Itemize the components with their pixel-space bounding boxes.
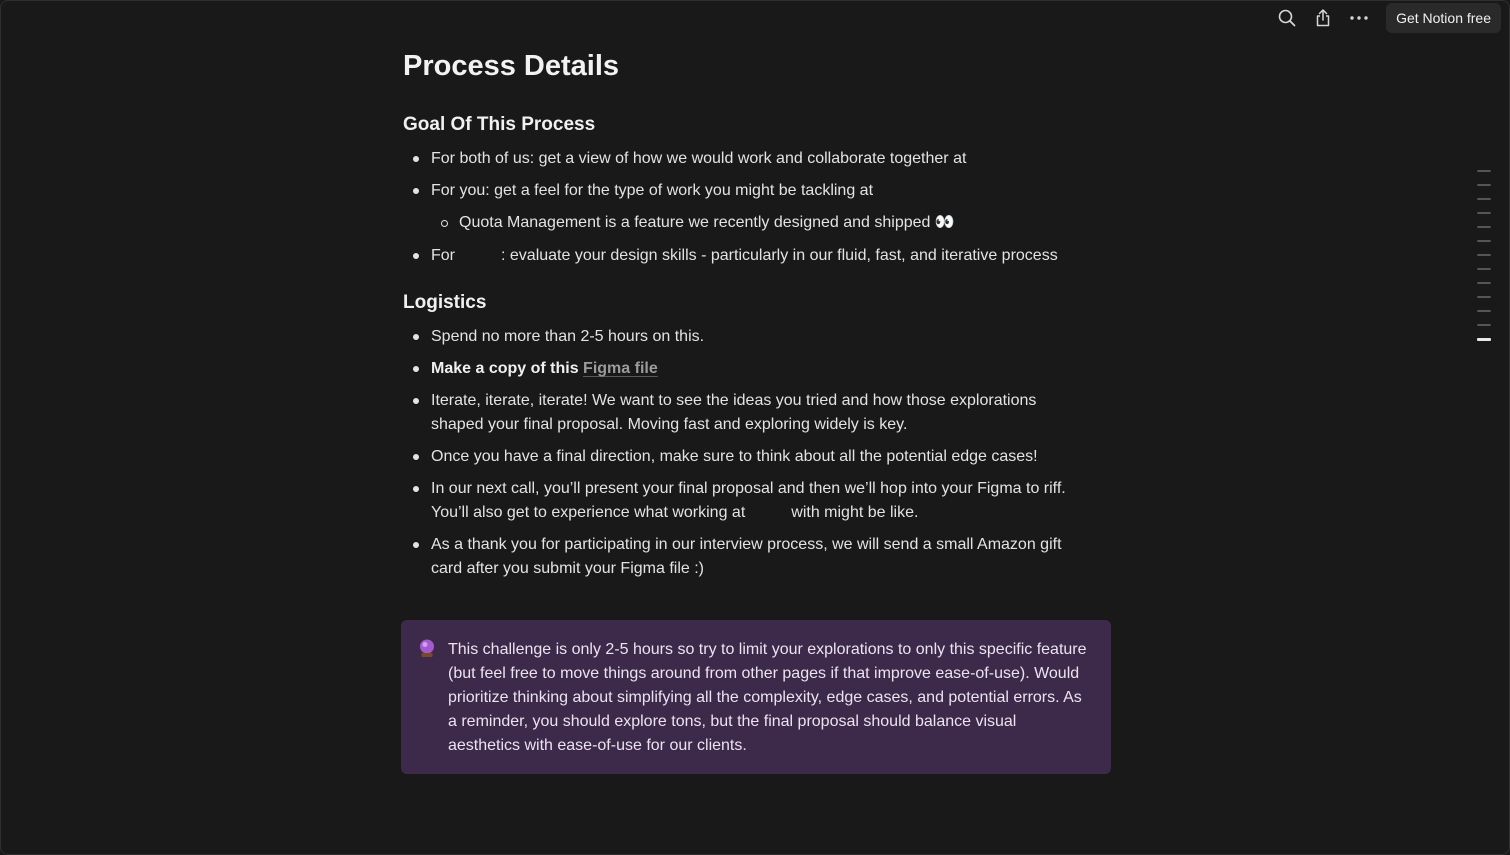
- logistics-heading: Logistics: [403, 292, 487, 313]
- goal-bullet-2: For you: get a feel for the type of work you might be tackling at: [431, 179, 1111, 203]
- goal-bullet-1: For both of us: get a view of how we would work and collaborate together at: [431, 147, 1111, 171]
- outline-tick[interactable]: [1477, 170, 1491, 172]
- callout-block: [401, 620, 1111, 774]
- logistics-bullet-2-text: Make a copy of this: [431, 360, 584, 377]
- goal-bullet-3-suffix: : evaluate your design skills - particularly in our fluid, fast, and iterative process: [501, 247, 1058, 264]
- outline-tick[interactable]: [1477, 268, 1491, 270]
- outline-tick[interactable]: [1477, 296, 1491, 298]
- table-of-contents-outline[interactable]: [1477, 170, 1491, 353]
- share-icon[interactable]: [1308, 3, 1338, 33]
- get-notion-free-button[interactable]: Get Notion free: [1386, 3, 1501, 33]
- search-icon[interactable]: [1272, 3, 1302, 33]
- logistics-bullet-5: [431, 477, 1091, 525]
- page-title: Process Details: [403, 50, 620, 82]
- outline-tick[interactable]: [1477, 254, 1491, 256]
- figma-file-link[interactable]: Figma file: [583, 360, 658, 377]
- goal-bullet-3-prefix: For: [431, 247, 455, 264]
- outline-tick[interactable]: [1477, 324, 1491, 326]
- logistics-bullet-4: Once you have a final direction, make sure to think about all the potential edge cases!: [431, 445, 1111, 469]
- top-toolbar: [1272, 1, 1509, 35]
- goal-sub-bullet: Quota Management is a feature we recently designed and shipped 👀: [459, 211, 1139, 235]
- crystal-ball-icon: [417, 638, 437, 658]
- logistics-bullet-6: As a thank you for participating in our interview process, we will send a small Amazon gift card after you submit your Figma file :): [431, 533, 1091, 581]
- logistics-bullet-5-prefix: In our next call, you’ll present your final proposal and then we’ll hop into your Figma to riff. You’ll also get to experience what working at: [431, 480, 1066, 521]
- outline-tick[interactable]: [1477, 212, 1491, 214]
- outline-tick[interactable]: [1477, 282, 1491, 284]
- outline-tick[interactable]: [1477, 226, 1491, 228]
- logistics-bullet-1: Spend no more than 2-5 hours on this.: [431, 325, 1111, 349]
- outline-tick-active[interactable]: [1477, 338, 1491, 341]
- logistics-bullet-2: [431, 357, 1111, 381]
- outline-tick[interactable]: [1477, 310, 1491, 312]
- goal-bullet-3: [431, 244, 1111, 268]
- goal-heading: Goal Of This Process: [403, 114, 596, 135]
- logistics-bullet-5-suffix: with might be like.: [791, 504, 919, 521]
- outline-tick[interactable]: [1477, 184, 1491, 186]
- outline-tick[interactable]: [1477, 198, 1491, 200]
- outline-tick[interactable]: [1477, 240, 1491, 242]
- callout-text: This challenge is only 2-5 hours so try to limit your explorations to only this specific feature (but feel free to move things around from other pages if that improve ease-of-use). Would prioritize thinking about simplifying all the complexity, edge cases, and potential errors. As a reminder, you should explore tons, but the final proposal should balance visual aesthetics with ease-of-use for our clients.: [448, 641, 1087, 754]
- logistics-bullet-3: Iterate, iterate, iterate! We want to see the ideas you tried and how those explorations shaped your final proposal. Moving fast and exploring widely is key.: [431, 389, 1091, 437]
- more-icon[interactable]: [1344, 3, 1374, 33]
